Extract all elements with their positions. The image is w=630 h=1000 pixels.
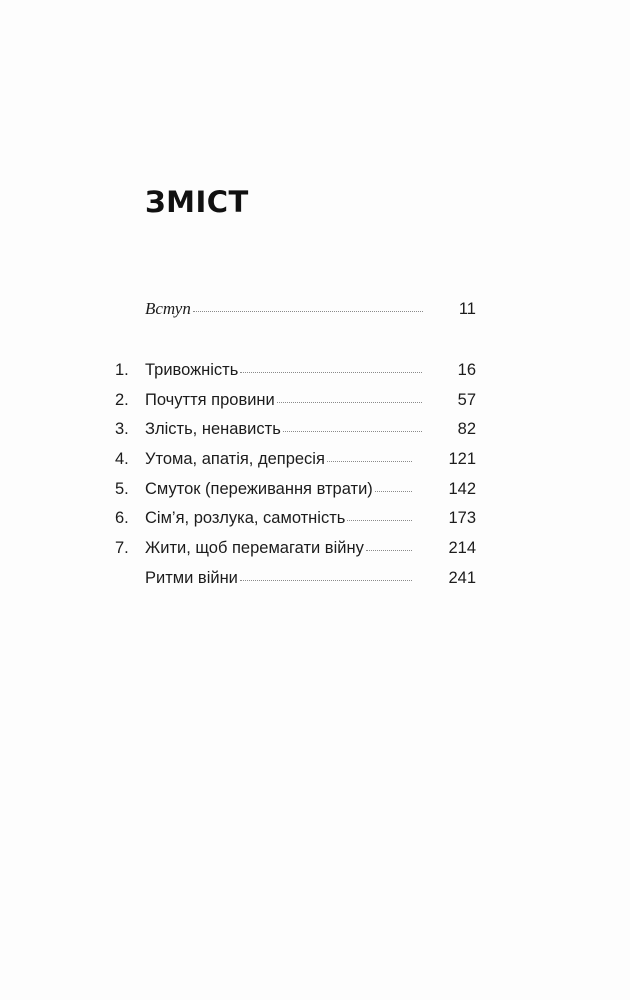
toc-entry-number: 4.	[115, 450, 129, 469]
toc-entry-number: 2.	[115, 390, 129, 409]
toc-entry-page: 82	[457, 420, 476, 439]
toc-entry-page: 11	[458, 300, 476, 318]
toc-entry-page: 173	[448, 509, 476, 528]
dot-leader	[240, 580, 413, 581]
toc-row	[115, 386, 476, 416]
toc-entry-title: Тривожність	[145, 361, 239, 379]
toc-row	[115, 534, 476, 564]
toc-entry-title: Утома, апатія, депресія	[145, 450, 325, 469]
toc-entry-page: 16	[457, 361, 476, 379]
toc-row	[115, 445, 476, 475]
toc-row	[115, 504, 476, 534]
toc-entry-title: Жити, щоб перемагати війну	[145, 539, 364, 558]
dot-leader	[347, 520, 412, 521]
dot-leader	[193, 311, 423, 312]
toc-entry-title: Почуття провини	[145, 390, 275, 409]
toc-entry-number: 5.	[115, 479, 129, 498]
dot-leader	[375, 491, 413, 492]
toc-row	[115, 415, 476, 445]
toc-intro-entry	[145, 296, 476, 322]
toc-entry-title: Ритми війни	[145, 568, 238, 587]
toc-entry-page: 241	[448, 568, 476, 587]
dot-leader	[366, 550, 413, 551]
dot-leader	[277, 402, 422, 403]
toc-entry-number: 1.	[115, 361, 129, 379]
dot-leader	[327, 461, 413, 462]
dot-leader	[283, 431, 422, 432]
toc-entry-number: 6.	[115, 509, 129, 528]
toc-entry-page: 142	[448, 479, 476, 498]
toc-list	[115, 356, 476, 594]
toc-entry-number: 7.	[115, 539, 129, 558]
toc-row	[115, 564, 476, 594]
toc-entry-title: Смуток (переживання втрати)	[145, 479, 373, 498]
toc-row	[145, 296, 476, 322]
toc-entry-title: Злість, ненависть	[145, 420, 281, 439]
toc-entry-page: 57	[457, 390, 476, 409]
toc-entry-page: 214	[448, 539, 476, 558]
toc-heading: ЗМІСТ	[145, 185, 249, 219]
toc-row	[115, 475, 476, 505]
toc-entry-number: 3.	[115, 420, 129, 439]
toc-row	[115, 356, 476, 386]
toc-entry-page: 121	[448, 450, 476, 469]
dot-leader	[240, 372, 421, 373]
toc-entry-title: Вступ	[145, 299, 191, 318]
toc-entry-title: Сім’я, розлука, самотність	[145, 509, 346, 528]
